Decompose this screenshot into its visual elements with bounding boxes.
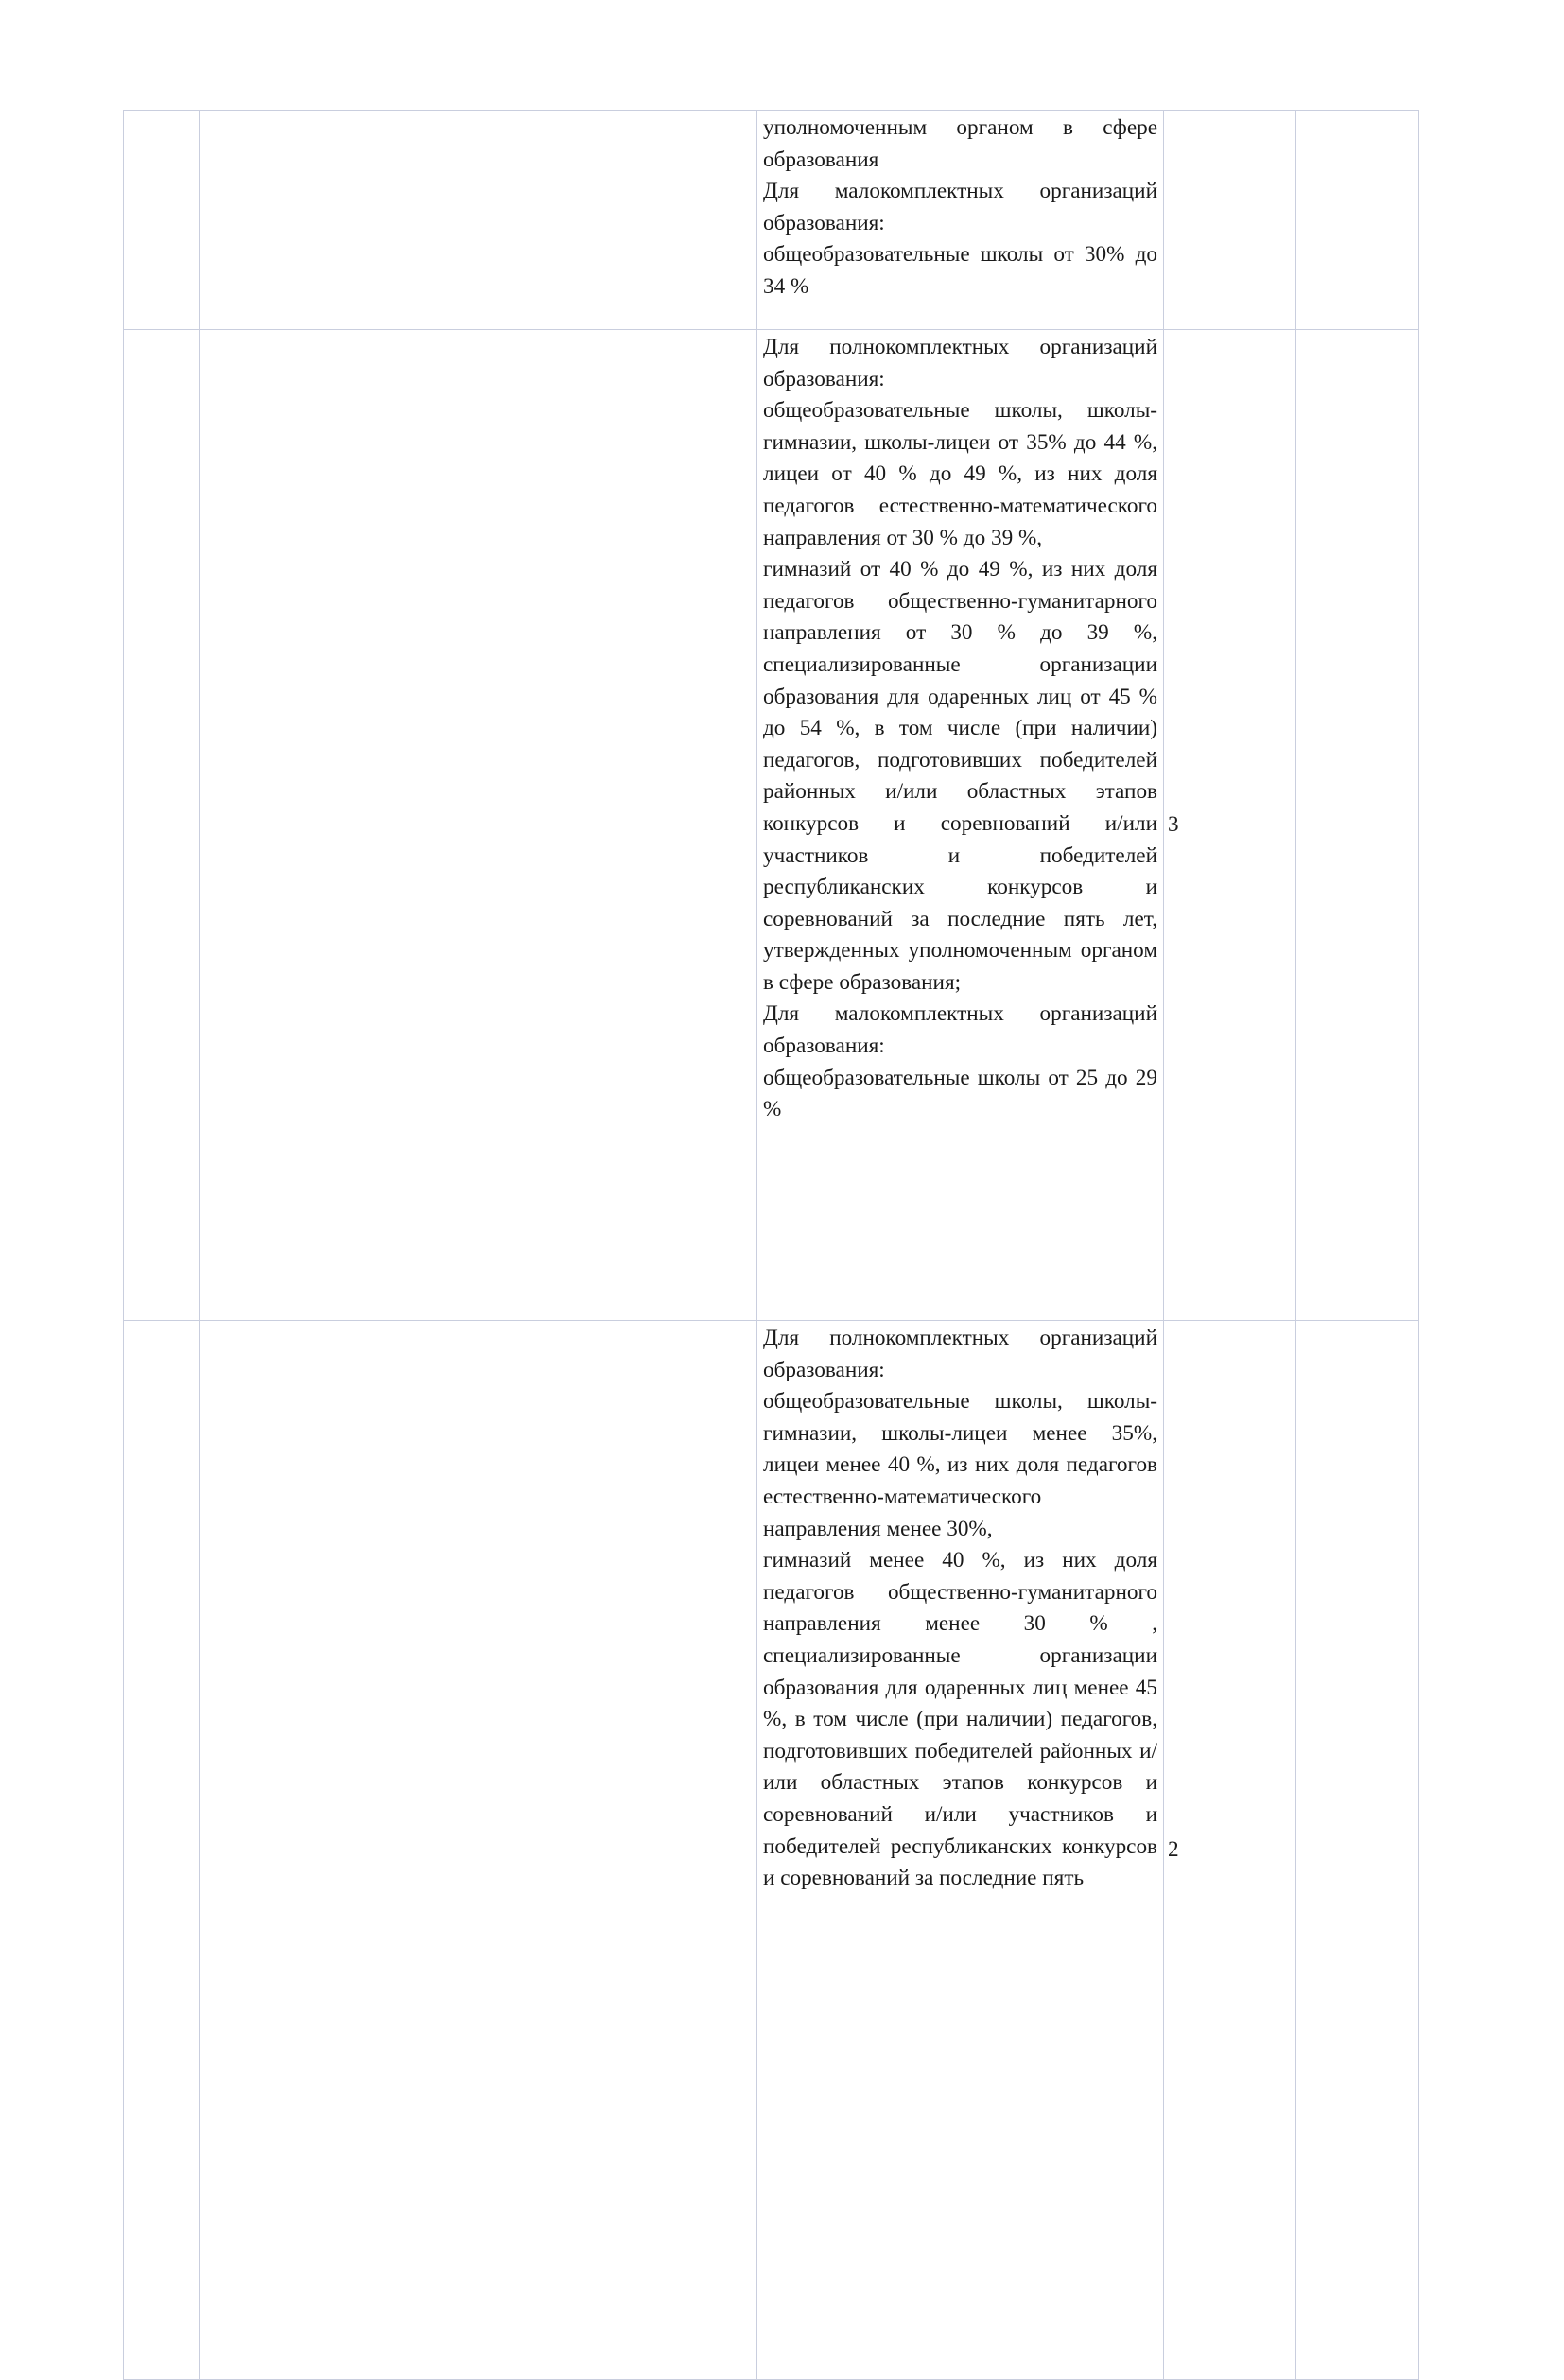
criteria-table xyxy=(123,110,1419,2380)
criteria-paragraph: общеобразовательные школы от 25 до 29 % xyxy=(763,1065,1157,1122)
criteria-paragraph: Для полнокомплектных организаций образования: xyxy=(763,335,1157,391)
table-row xyxy=(124,1321,1419,2380)
table-cell xyxy=(1296,111,1419,330)
table-row xyxy=(124,111,1419,330)
criteria-paragraph: уполномоченным органом в сфере образования xyxy=(763,115,1157,172)
table-row xyxy=(124,330,1419,1321)
score-cell xyxy=(1164,111,1296,330)
criteria-paragraph: общеобразовательные школы, школы-гимназии, школы-лицеи менее 35%, лицеи менее 40 %, из них доля педагогов естественно-математического направления менее 30%, xyxy=(763,1389,1157,1541)
table-cell xyxy=(1296,330,1419,1321)
table-cell xyxy=(634,330,757,1321)
criteria-paragraph: общеобразовательные школы, школы-гимназии, школы-лицеи от 35% до 44 %, лицеи от 40 % до 49 %, из них доля педагогов естественно-математического направления от 30 % до 39 %, xyxy=(763,398,1157,550)
table-cell xyxy=(634,1321,757,2380)
criteria-paragraph: общеобразовательные школы от 30% до 34 % xyxy=(763,242,1157,299)
criteria-paragraph: Для малокомплектных организаций образования: xyxy=(763,1001,1157,1059)
criteria-paragraph: Для полнокомплектных организаций образования: xyxy=(763,1326,1157,1382)
criteria-paragraph: Для малокомплектных организаций образования: xyxy=(763,179,1157,235)
table-cell xyxy=(1296,1321,1419,2380)
table-cell xyxy=(200,330,634,1321)
table-cell xyxy=(634,111,757,330)
table-cell xyxy=(124,111,200,330)
table-cell xyxy=(200,111,634,330)
criteria-cell xyxy=(757,330,1164,1321)
criteria-paragraph: гимназий от 40 % до 49 %, из них доля педагогов общественно-гуманитарного направления от 30 % до 39 %, специализированные организации образования для одаренных лиц от 45 % до 54 %, в том числе (при наличии) педагогов, подготовивших победителей районных и/или областных этапов конкурсов и соревнований и/или участников и победителей республиканских конкурсов и соревнований за последние пять лет, утвержденных уполномоченным органом в сфере образования; xyxy=(763,557,1157,995)
score-cell: 2 xyxy=(1164,1321,1296,2380)
criteria-cell xyxy=(757,111,1164,330)
table-cell xyxy=(200,1321,634,2380)
table-cell xyxy=(124,330,200,1321)
criteria-paragraph: гимназий менее 40 %, из них доля педагогов общественно-гуманитарного направления менее 30 % , специализированные организации образования для одаренных лиц менее 45 %, в том числе (при наличии) педагогов, подготовивших победителей районных и/или областных этапов конкурсов и соревнований и/или участников и победителей республиканских конкурсов и соревнований за последние пять xyxy=(763,1548,1157,1891)
score-cell: 3 xyxy=(1164,330,1296,1321)
table-cell xyxy=(124,1321,200,2380)
criteria-cell xyxy=(757,1321,1164,2380)
